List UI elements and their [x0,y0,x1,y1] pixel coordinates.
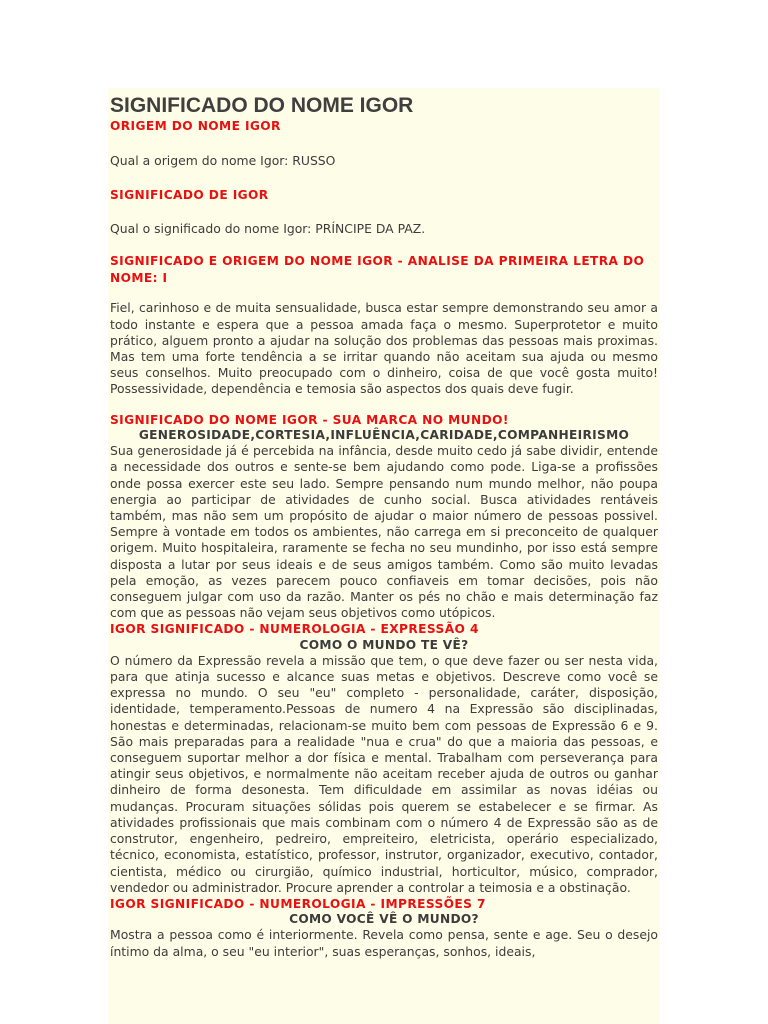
expressao-heading: IGOR SIGNIFICADO - NUMEROLOGIA - EXPRESSÃO 4 [110,622,479,637]
impressoes-text: Mostra a pessoa como é interiormente. Revela como pensa, sente e age. Seu o desejo íntimo da alma, o seu "eu interior", suas esperanças, sonhos, ideais, [110,927,658,959]
document-content [108,88,660,960]
page-title: SIGNIFICADO DO NOME IGOR [110,94,414,117]
origem-text: Qual a origem do nome Igor: RUSSO [110,152,336,168]
origem-heading: ORIGEM DO NOME IGOR [110,119,281,133]
significado-text: Qual o significado do nome Igor: PRÍNCIPE DA PAZ. [110,221,426,237]
significado-heading: SIGNIFICADO DE IGOR [110,187,269,202]
marca-text: Sua generosidade já é percebida na infância, desde muito cedo já sabe dividir, entende a necessidade dos outros e sente-se bem ajudando como pode. Liga-se a profissões onde possa exercer este seu lado. Sempre pensando num mundo melhor, não poupa energia ao participar de atividades de cunho social. Busca atividades rentáveis também, mas não sem um propósito de ajudar o maior número de pessoas possivel. Sempre à vontade em todos os ambientes, não carrega em si preconceito de qualquer origem. Muito hospitaleira, raramente se fecha no seu mundinho, por isso está sempre disposta a lutar por seus ideais e de seus amigos também. Como são muito levadas pela emoção, as vezes parecem pouco confiaveis em tomar decisões, pois não conseguem julgar com uso da razão. Manter os pés no chão e mais determinação faz com que as pessoas não vejam seus objetivos como utópicos. [110,443,658,621]
document-page [108,88,660,1024]
impressoes-subheading: COMO VOCÊ VÊ O MUNDO? [289,912,479,927]
impressoes-heading: IGOR SIGNIFICADO - NUMEROLOGIA - IMPRESSÕES 7 [110,896,486,911]
marca-heading: SIGNIFICADO DO NOME IGOR - SUA MARCA NO MUNDO! [110,412,509,427]
letra-heading: SIGNIFICADO E ORIGEM DO NOME IGOR - ANALISE DA PRIMEIRA LETRA DO NOME: I [110,254,645,285]
marca-subheading: GENEROSIDADE,CORTESIA,INFLUÊNCIA,CARIDADE,COMPANHEIRISMO [138,428,630,443]
expressao-subheading: COMO O MUNDO TE VÊ? [299,637,469,652]
letra-text: Fiel, carinhoso e de muita sensualidade, busca estar sempre demonstrando seu amor a todo instante e espera que a pessoa amada faça o mesmo. Superprotetor e muito prático, alguem pronto a ajudar na solução dos problemas das pessoas mais proximas. Mas tem uma forte tendência a se irritar quando não aceitam sua ajuda ou mesmo seus conselhos. Muito preocupado com o dinheiro, coisa de que você gosta muito! Possessividade, dependência e temosia são aspectos dos quais deve fugir. [110,300,658,397]
expressao-text: O número da Expressão revela a missão que tem, o que deve fazer ou ser nesta vida, para que atinja sucesso e alcance suas metas e objetivos. Descreve como você se expressa no mundo. O seu "eu" completo - personalidade, caráter, disposição, identidade, temperamento.Pessoas de numero 4 na Expressão são disciplinadas, honestas e determinadas, relacionam-se muito bem com pessoas de Expressão 6 e 9. São mais preparadas para a realidade "nua e crua" do que a maioria das pessoas, e conseguem suportar melhor a dor física e mental. Trabalham com perseverança para atingir seus objetivos, e normalmente não aceitam receber ajuda de outros ou ganhar dinheiro de forma desonesta. Tem dificuldade em assimilar as novas idéias ou mudanças. Procuram situações sólidas pois querem se estabelecer e se firmar. As atividades profissionais que mais combinam com o número 4 de Expressão são as de construtor, engenheiro, pedreiro, empreiteiro, eletricista, operário especializado, técnico, economista, estatístico, professor, instrutor, organizador, executivo, contador, cientista, médico ou cirurgião, químico industrial, horticultor, músico, comprador, vendedor ou administrador. Procure aprender a controlar a teimosia e a obstinação. [110,652,658,895]
